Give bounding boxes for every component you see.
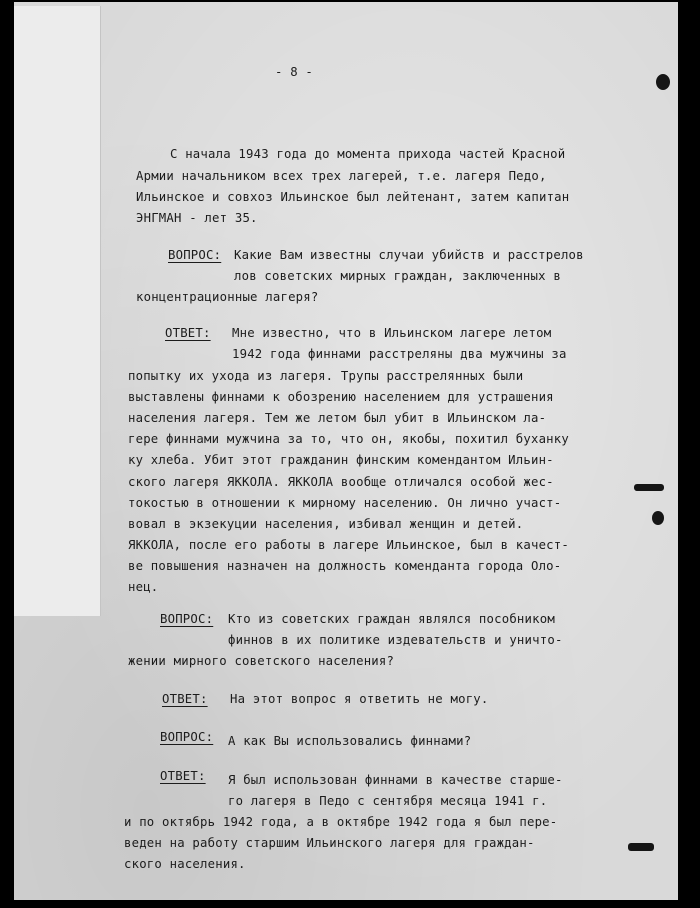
ink-spot bbox=[652, 511, 664, 525]
answer-line: гере финнами мужчина за то, что он, якобы, похитил буханку bbox=[128, 432, 569, 446]
intro-line: ЭНГМАН - лет 35. bbox=[136, 211, 258, 225]
question-line: финнов в их политике издевательств и уничто- bbox=[228, 633, 563, 647]
question-line: А как Вы использовались финнами? bbox=[228, 734, 472, 748]
intro-line: Армии начальником всех трех лагерей, т.е. лагеря Педо, bbox=[136, 169, 547, 183]
document-page bbox=[14, 2, 678, 900]
question-line: жении мирного советского населения? bbox=[128, 654, 395, 668]
answer-line: населения лагеря. Тем же летом был убит в Ильинском ла- bbox=[128, 411, 547, 425]
answer-line: и по октябрь 1942 года, а в октябре 1942 года я был пере- bbox=[124, 815, 558, 829]
question-label: ВОПРОС: bbox=[168, 248, 222, 262]
answer-line: ского населения. bbox=[124, 857, 246, 871]
margin-strip bbox=[14, 6, 101, 616]
ink-spot bbox=[628, 843, 654, 851]
ink-spot bbox=[656, 74, 670, 90]
answer-line: ЯККОЛА, после его работы в лагере Ильинское, был в качест- bbox=[128, 538, 569, 552]
answer-line: токостью в отношении к мирному населению. Он лично участ- bbox=[128, 496, 562, 510]
answer-line: веден на работу старшим Ильинского лагеря для граждан- bbox=[124, 836, 535, 850]
answer-line: ского лагеря ЯККОЛА. ЯККОЛА вообще отличался особой жес- bbox=[128, 475, 554, 489]
answer-line: На этот вопрос я ответить не могу. bbox=[230, 692, 489, 706]
ink-spot bbox=[634, 484, 664, 491]
answer-line: попытку их ухода из лагеря. Трупы расстрелянных были bbox=[128, 369, 524, 383]
question-line: концентрационные лагеря? bbox=[136, 290, 319, 304]
answer-line: выставлены финнами к обозрению населением для устрашения bbox=[128, 390, 554, 404]
answer-label: ОТВЕТ: bbox=[160, 769, 206, 783]
question-label: ВОПРОС: bbox=[160, 730, 214, 744]
answer-line: вовал в экзекуции населения, избивал женщин и детей. bbox=[128, 517, 524, 531]
question-label: ВОПРОС: bbox=[160, 612, 214, 626]
question-line: лов советских мирных граждан, заключенных в bbox=[234, 269, 561, 283]
intro-line: С начала 1943 года до момента прихода частей Красной bbox=[170, 147, 566, 161]
answer-line: Мне известно, что в Ильинском лагере летом bbox=[232, 326, 552, 340]
question-line: Кто из советских граждан являлся пособником bbox=[228, 612, 555, 626]
answer-label: ОТВЕТ: bbox=[165, 326, 211, 340]
answer-line: нец. bbox=[128, 580, 159, 594]
scan-border bbox=[0, 900, 700, 908]
answer-line: 1942 года финнами расстреляны два мужчины за bbox=[232, 347, 567, 361]
answer-line: ве повышения назначен на должность коменданта города Оло- bbox=[128, 559, 562, 573]
answer-line: ку хлеба. Убит этот гражданин финским комендантом Ильин- bbox=[128, 453, 554, 467]
answer-label: ОТВЕТ: bbox=[162, 692, 208, 706]
intro-line: Ильинское и совхоз Ильинское был лейтенант, затем капитан bbox=[136, 190, 570, 204]
page-number: - 8 - bbox=[275, 65, 314, 79]
question-line: Какие Вам известны случаи убийств и расстрелов bbox=[234, 248, 584, 262]
answer-line: Я был использован финнами в качестве старше- bbox=[228, 773, 563, 787]
answer-line: го лагеря в Педо с сентября месяца 1941 г. bbox=[228, 794, 548, 808]
